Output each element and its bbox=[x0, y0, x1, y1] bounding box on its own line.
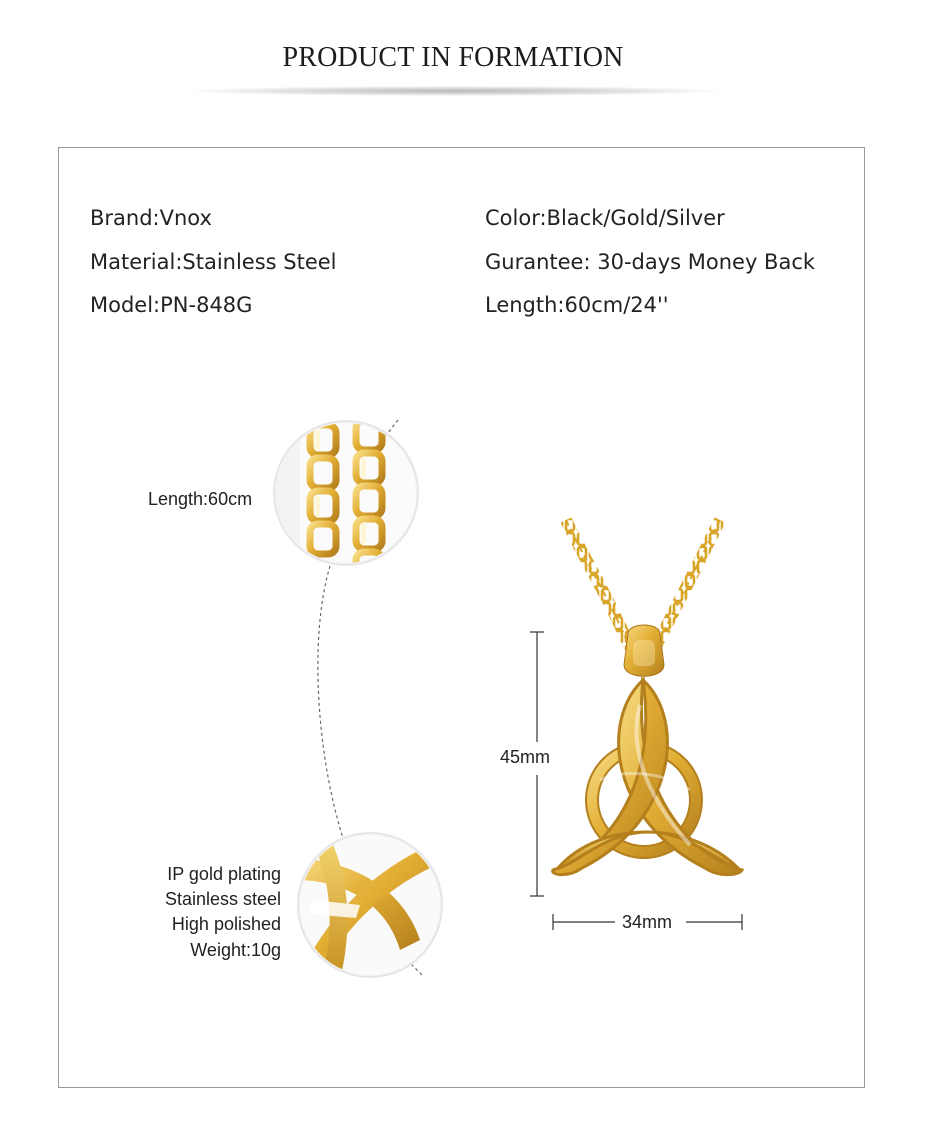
spec-length: Length:60cm/24'' bbox=[485, 293, 669, 317]
spec-model: Model:PN-848G bbox=[90, 293, 253, 317]
chain-length-label: Length:60cm bbox=[148, 489, 253, 509]
feature-plating: IP gold plating bbox=[167, 864, 281, 884]
feature-weight: Weight:10g bbox=[190, 940, 281, 960]
necklace-image bbox=[553, 520, 742, 875]
chain-detail-image bbox=[274, 410, 420, 582]
feature-material: Stainless steel bbox=[164, 889, 281, 909]
spec-brand: Brand:Vnox bbox=[90, 206, 212, 230]
pendant-detail-image bbox=[295, 830, 445, 980]
page-title: PRODUCT IN FORMATION bbox=[282, 42, 624, 73]
spec-guarantee: Gurantee: 30-days Money Back bbox=[485, 250, 816, 274]
feature-finish: High polished bbox=[171, 914, 281, 934]
height-label: 45mm bbox=[500, 747, 551, 767]
spec-material: Material:Stainless Steel bbox=[90, 250, 337, 274]
spec-color: Color:Black/Gold/Silver bbox=[485, 206, 725, 230]
width-label: 34mm bbox=[622, 912, 673, 932]
